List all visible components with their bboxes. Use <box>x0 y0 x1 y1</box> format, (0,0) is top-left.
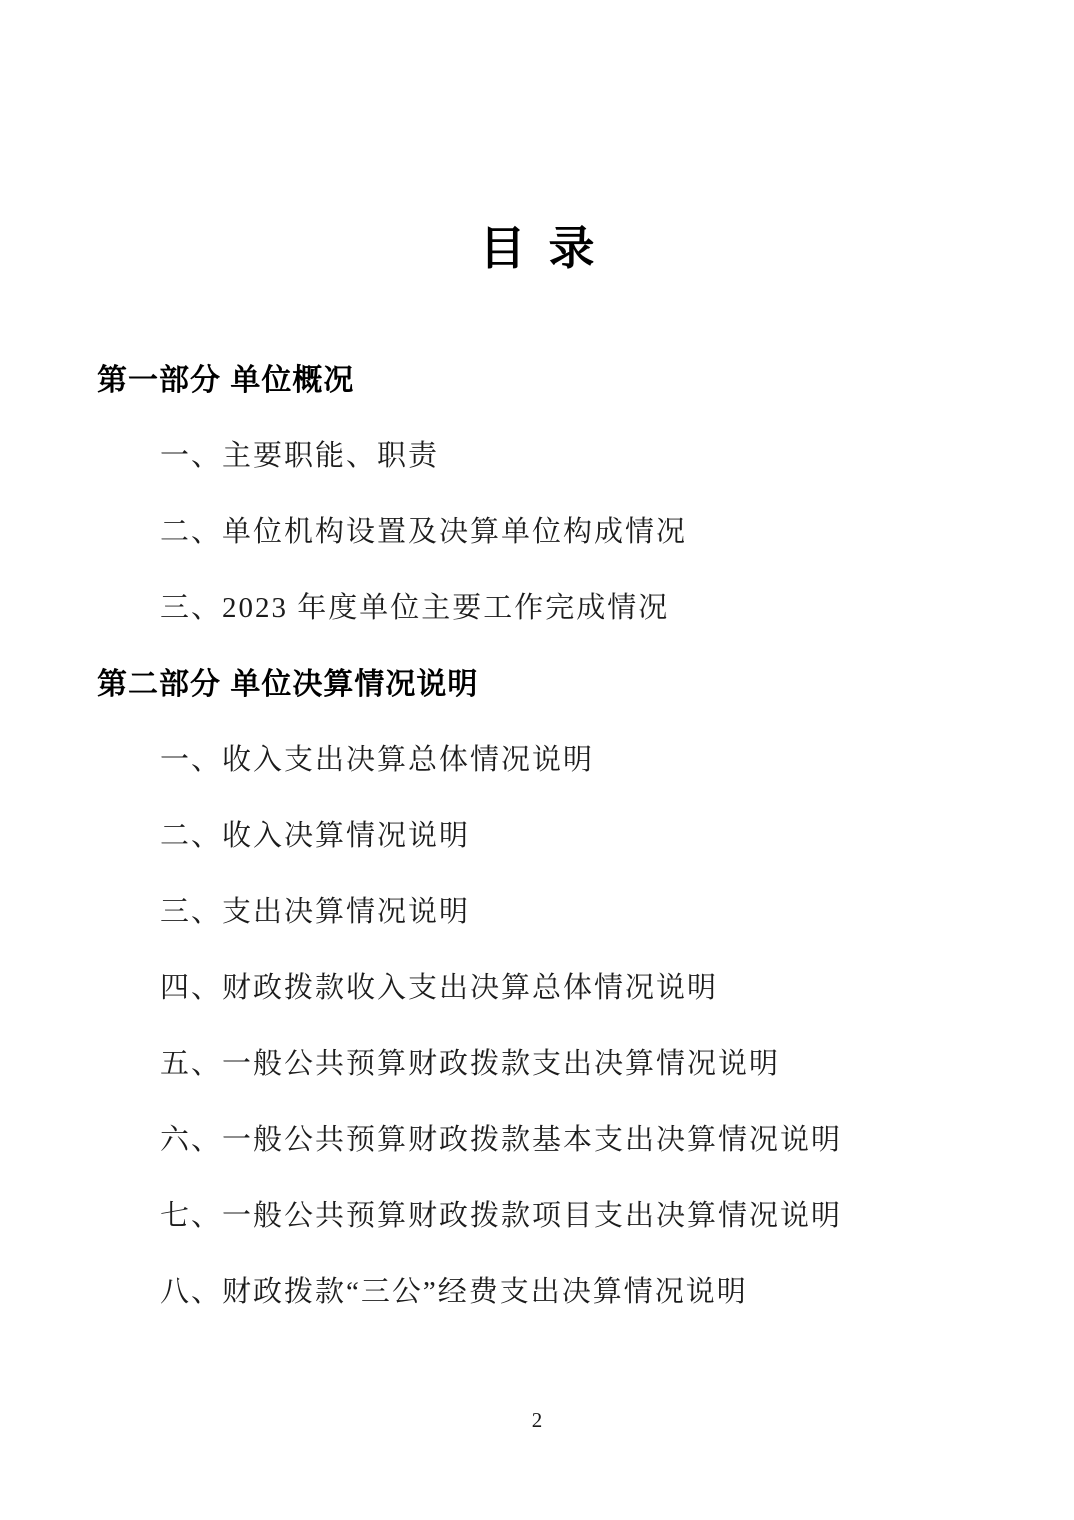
toc-item: 七、一般公共预算财政拨款项目支出决算情况说明 <box>160 1199 843 1232</box>
document-title: 目 录 <box>479 223 595 274</box>
section-heading-part1: 第一部分 单位概况 <box>97 364 355 397</box>
table-of-contents <box>97 339 1044 1327</box>
toc-item: 六、一般公共预算财政拨款基本支出决算情况说明 <box>160 1123 843 1156</box>
toc-item: 四、财政拨款收入支出决算总体情况说明 <box>160 971 719 1004</box>
page-number: 2 <box>531 1408 543 1432</box>
toc-item: 五、一般公共预算财政拨款支出决算情况说明 <box>160 1047 781 1080</box>
toc-item: 二、收入决算情况说明 <box>160 819 471 852</box>
toc-item: 二、单位机构设置及决算单位构成情况 <box>160 515 688 548</box>
toc-item: 三、2023 年度单位主要工作完成情况 <box>160 591 670 624</box>
toc-item: 三、支出决算情况说明 <box>160 895 471 928</box>
toc-item: 一、收入支出决算总体情况说明 <box>160 743 595 776</box>
section-heading-part2: 第二部分 单位决算情况说明 <box>97 668 479 701</box>
toc-item: 八、财政拨款“三公”经费支出决算情况说明 <box>160 1275 748 1308</box>
toc-item: 一、主要职能、职责 <box>160 439 440 472</box>
